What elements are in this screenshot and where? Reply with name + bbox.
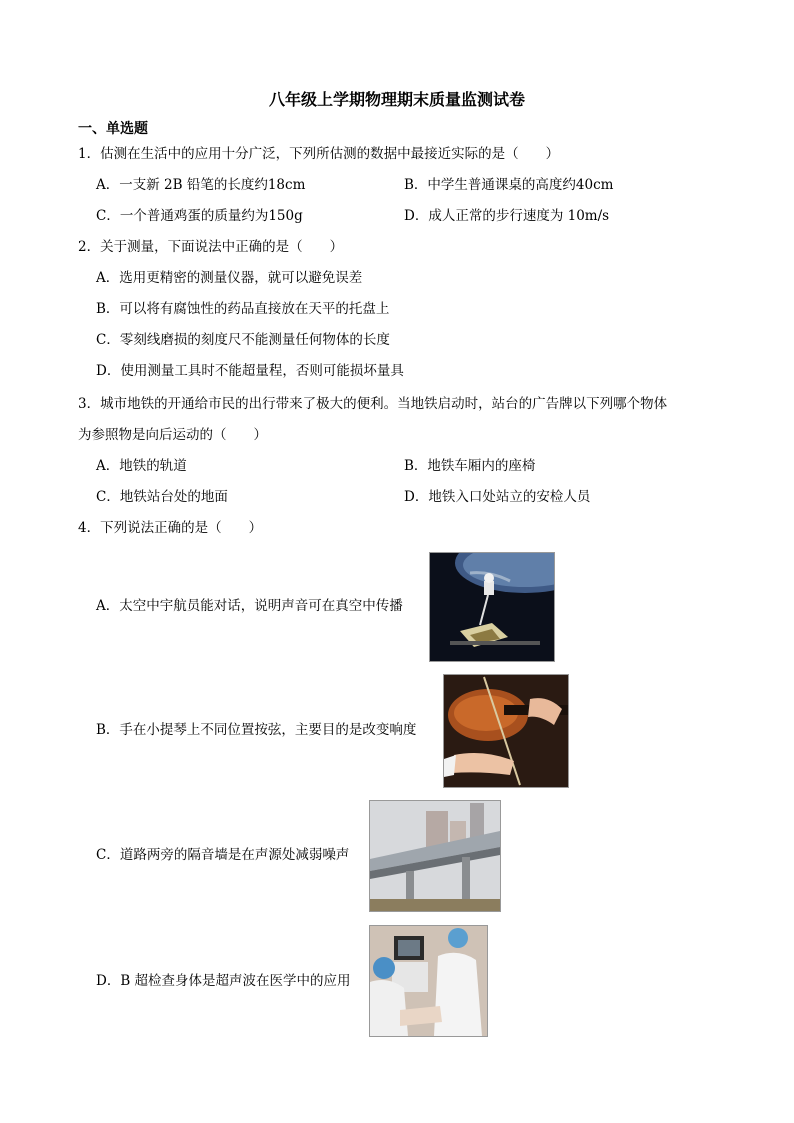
ultrasound-exam-photo [369, 925, 488, 1037]
question-4-option-d: D．B 超检查身体是超声波在医学中的应用 [96, 973, 351, 989]
exam-title: 八年级上学期物理期末质量监测试卷 [268, 90, 525, 109]
violin-photo [443, 674, 569, 788]
question-3-option-d: D．地铁入口处站立的安检人员 [404, 489, 591, 505]
question-3-stem-line-2: 为参照物是向后运动的（ ） [78, 427, 267, 443]
question-2-option-c: C．零刻线磨损的刻度尺不能测量任何物体的长度 [96, 332, 390, 348]
question-2-option-a: A．选用更精密的测量仪器，就可以避免误差 [96, 270, 363, 286]
question-3-stem-line-1: 3．城市地铁的开通给市民的出行带来了极大的便利。当地铁启动时，站台的广告牌以下列哪个物体 [78, 396, 668, 412]
question-1-stem: 1．估测在生活中的应用十分广泛，下列所估测的数据中最接近实际的是（ ） [78, 146, 560, 162]
question-2-stem: 2．关于测量，下面说法中正确的是（ ） [78, 239, 344, 255]
question-4-stem: 4．下列说法正确的是（ ） [78, 520, 263, 536]
sound-barrier-photo [369, 800, 501, 912]
question-1-option-b: B．中学生普通课桌的高度约40cm [404, 177, 614, 193]
question-4-option-c: C．道路两旁的隔音墙是在声源处减弱噪声 [96, 847, 350, 863]
question-3-option-c: C．地铁站台处的地面 [96, 489, 228, 505]
question-1-option-a: A．一支新 2B 铅笔的长度约18cm [96, 177, 306, 193]
astronaut-photo [429, 552, 555, 662]
question-3-option-b: B．地铁车厢内的座椅 [404, 458, 536, 474]
question-4-option-b: B．手在小提琴上不同位置按弦，主要目的是改变响度 [96, 722, 417, 738]
question-2-option-b: B．可以将有腐蚀性的药品直接放在天平的托盘上 [96, 301, 390, 317]
section-heading: 一、单选题 [78, 121, 148, 137]
question-3-option-a: A．地铁的轨道 [96, 458, 187, 474]
question-1-option-c: C．一个普通鸡蛋的质量约为150g [96, 208, 303, 224]
question-1-option-d: D．成人正常的步行速度为 10m/s [404, 208, 610, 224]
question-2-option-d: D．使用测量工具时不能超量程，否则可能损坏量具 [96, 363, 404, 379]
question-4-option-a: A．太空中宇航员能对话，说明声音可在真空中传播 [96, 598, 403, 614]
